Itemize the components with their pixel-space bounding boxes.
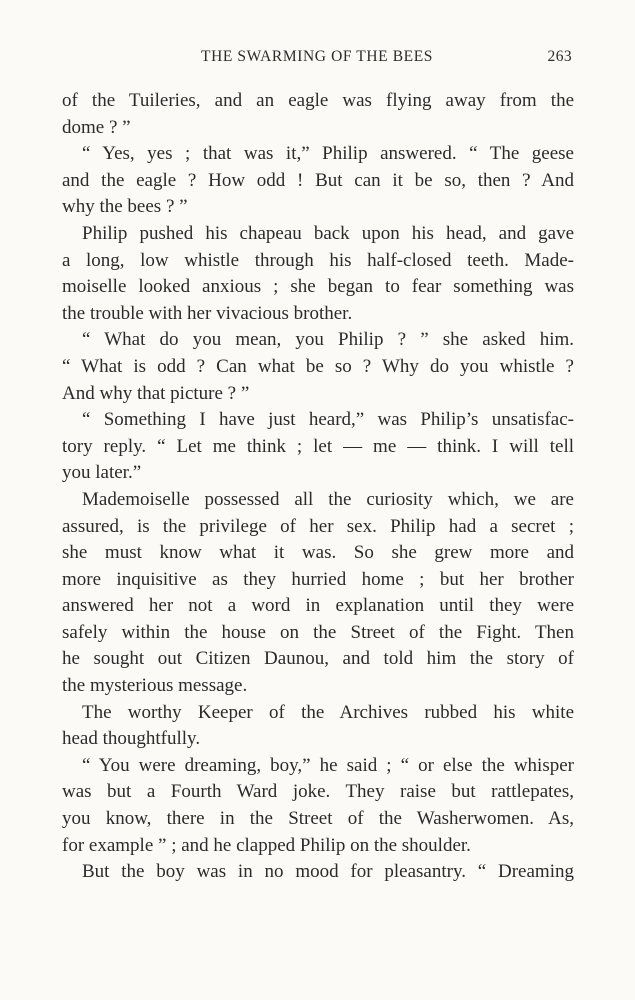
text-line: “ What do you mean, you Philip ? ” she asked him. (82, 329, 574, 351)
text-line: The worthy Keeper of the Archives rubbed his white (82, 701, 574, 723)
running-title: THE SWARMING OF THE BEES (201, 48, 433, 65)
text-line: dome ? ” (62, 116, 131, 138)
text-line: “ Yes, yes ; that was it,” Philip answered. “ The geese (82, 143, 574, 165)
text-line: “ Something I have just heard,” was Philip’s unsatisfac- (82, 409, 574, 431)
text-line: was but a Fourth Ward joke. They raise but rattlepates, (62, 781, 574, 803)
text-line: why the bees ? ” (62, 196, 188, 218)
text-line: you later.” (62, 462, 142, 484)
text-line: you know, there in the Street of the Washerwomen. As, (62, 808, 574, 830)
text-line: Mademoiselle possessed all the curiosity which, we are (82, 488, 574, 510)
text-line: for example ” ; and he clapped Philip on the shoulder. (62, 834, 471, 856)
text-line: the mysterious message. (62, 675, 248, 697)
text-line: and the eagle ? How odd ! But can it be so, then ? And (62, 169, 574, 191)
text-line: of the Tuileries, and an eagle was flying away from the (62, 90, 574, 111)
text-line: But the boy was in no mood for pleasantry. “ Dreaming (82, 861, 574, 883)
text-line: tory reply. “ Let me think ; let — me — think. I will tell (62, 435, 574, 457)
text-line: he sought out Citizen Daunou, and told him the story of (62, 648, 574, 670)
text-line: safely within the house on the Street of the Fight. Then (62, 621, 574, 643)
text-line: Philip pushed his chapeau back upon his head, and gave (82, 222, 574, 244)
text-line: And why that picture ? ” (62, 382, 250, 404)
text-line: answered her not a word in explanation until they were (62, 595, 574, 617)
text-line: more inquisitive as they hurried home ; but her brother (62, 568, 574, 590)
text-line: the trouble with her vivacious brother. (62, 302, 353, 324)
text-line: head thoughtfully. (62, 728, 201, 750)
text-line: assured, is the privilege of her sex. Philip had a secret ; (62, 515, 574, 537)
page-header (62, 48, 572, 70)
text-line: she must know what it was. So she grew more and (62, 542, 574, 564)
text-line: moiselle looked anxious ; she began to fear something was (62, 276, 574, 298)
body-text (62, 88, 574, 886)
page-number: 263 (547, 48, 572, 65)
text-line: a long, low whistle through his half-closed teeth. Made- (62, 249, 574, 271)
text-line: “ What is odd ? Can what be so ? Why do you whistle ? (62, 355, 574, 377)
text-line: “ You were dreaming, boy,” he said ; “ or else the whisper (82, 754, 574, 776)
